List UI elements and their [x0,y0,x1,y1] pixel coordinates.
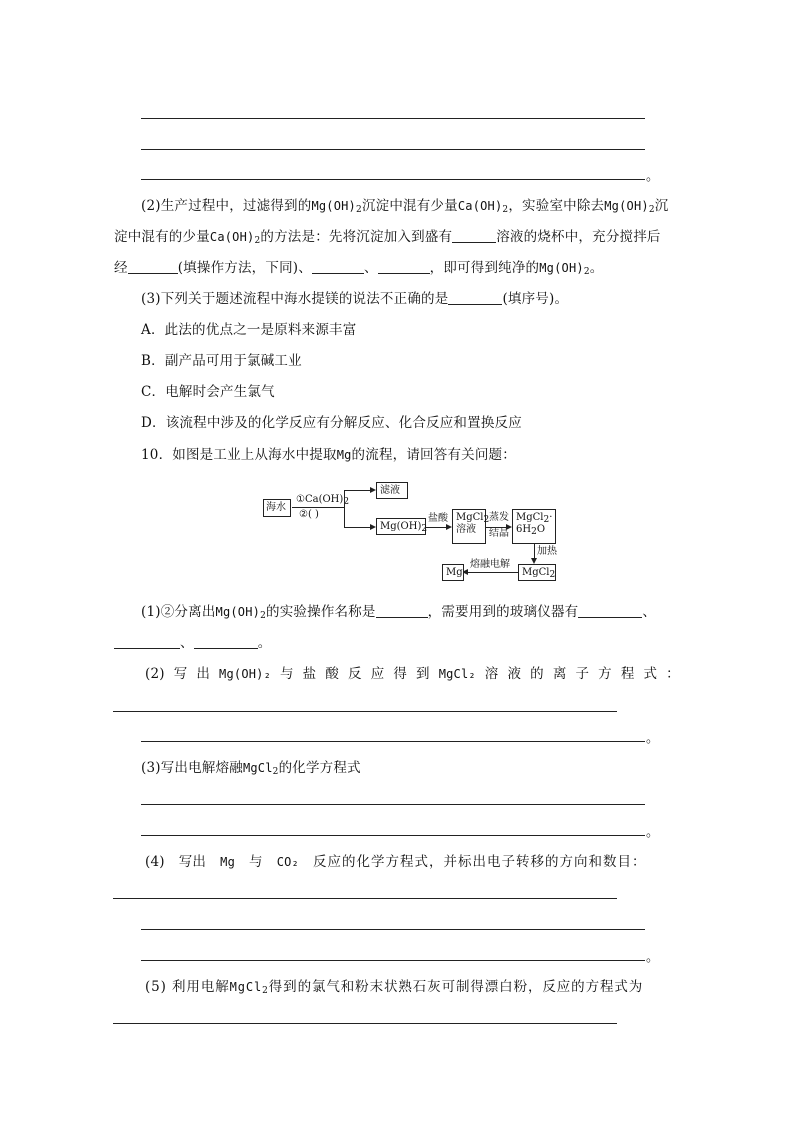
q2-line-1: (2)生产过程中，过滤得到的$Mg(OH)_2$沉淀中混有少量$Ca(OH)_2$，实验室中除去$Mg(OH)_2$沉 [141,198,669,215]
connector [344,527,370,528]
fill-blank[interactable] [448,291,502,305]
connector [292,507,344,508]
answer-line[interactable] [141,929,645,930]
connector [468,572,518,573]
mgoh2-box: $Mg(OH)_2$ [376,518,426,535]
answer-line[interactable] [141,149,645,150]
mgcl2-hydrate-box: MgCl$_2$· $6H_2O$ [512,509,556,544]
connector [344,490,370,491]
seawater-box: 海水 [263,499,291,517]
q10-part-1-line-1: (1)②分离出$Mg(OH)_2$的实验操作名称是 ，需要用到的玻璃仪器有 、 [141,604,657,621]
fill-blank[interactable] [128,260,178,274]
q10-part-4: (4) 写出 Mg 与 CO₂ 反应的化学方程式，并标出电子转移的方向和数目： [145,854,647,870]
q3-option-a: A．此法的优点之一是原料来源丰富 [141,322,357,338]
fill-blank[interactable] [378,260,430,274]
q3-stem: (3)下列关于题述流程中海水提镁的说法不正确的是 (填序号)。 [141,291,569,307]
fill-blank[interactable] [376,604,428,618]
q10-part-3: (3)写出电解熔融MgCl$_2$的化学方程式 [141,760,361,777]
heat-label: 加热 [537,546,557,557]
answer-line[interactable] [113,898,617,899]
connector [534,544,535,558]
mgcl2-box: MgCl$_2$ [518,564,556,581]
fill-blank[interactable] [578,604,642,618]
answer-line[interactable] [113,1023,617,1024]
q10-part-1-line-2: 、 。 [114,634,271,652]
crystallize-label: 结晶 [489,528,509,539]
q3-option-c: C．电解时会产生氯气 [141,384,275,400]
mg-product-box: Mg [442,564,464,581]
fill-blank[interactable] [312,260,364,274]
evaporate-label: 蒸发 [489,512,509,523]
fill-blank[interactable] [194,635,258,649]
answer-line[interactable] [141,960,645,961]
period-mark: 。 [646,950,660,965]
connector [344,490,345,527]
period-mark: 。 [646,169,660,184]
step1-label: $①Ca(OH)_2$ [296,494,350,507]
mgcl2-solution-box: MgCl$_2$ 溶液 [452,509,486,544]
answer-line[interactable] [141,179,645,180]
answer-line[interactable] [141,741,645,742]
connector [486,527,506,528]
q10-part-2: (2) 写 出 Mg(OH)₂ 与 盐 酸 反 应 得 到 MgCl₂ 溶 液 的 离 子 方 程 式 ： [145,666,680,682]
fill-blank[interactable] [452,229,496,243]
electrolysis-label: 熔融电解 [470,559,510,570]
q3-option-d: D．该流程中涉及的化学反应有分解反应、化合反应和置换反应 [141,415,522,431]
q10-stem: 10．如图是工业上从海水中提取Mg的流程，请回答有关问题： [141,447,516,463]
period-mark: 。 [646,825,660,840]
answer-line[interactable] [113,711,617,712]
answer-line[interactable] [141,835,645,836]
q3-option-b: B．副产品可用于氯碱工业 [141,353,302,369]
filtrate-box: 滤液 [376,482,408,499]
step2-label: ②( ) [299,509,319,520]
hcl-label: 盐酸 [428,513,448,524]
q10-part-5: (5) 利用电解MgCl$_2$得到的氯气和粉末状熟石灰可制得漂白粉，反应的方程式为 [145,979,644,996]
q2-line-2: 淀中混有的少量$Ca(OH)_2$的方法是：先将沉淀加入到盛有 溶液的烧杯中，充分搅拌后 [114,229,661,246]
period-mark: 。 [646,731,660,746]
answer-line[interactable] [141,118,645,119]
q2-line-3: 经 (填操作方法，下同)、 、 ，即可得到纯净的$Mg(OH)_2$。 [114,260,604,277]
answer-line[interactable] [141,804,645,805]
connector [426,527,446,528]
fill-blank[interactable] [114,635,180,649]
